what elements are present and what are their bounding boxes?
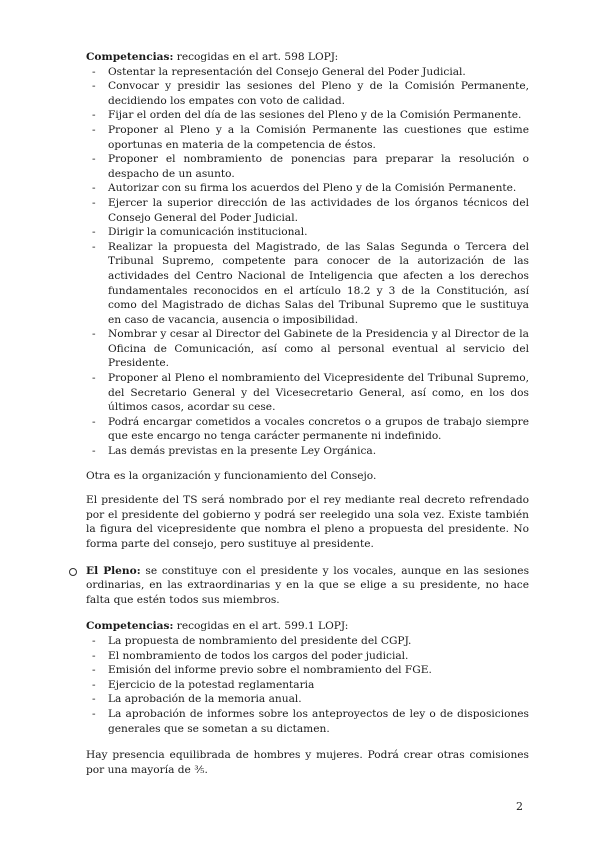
list-item: - El nombramiento de todos los cargos del poder judicial. [86,649,529,664]
pleno-competencias-list [86,634,529,736]
list-item: - Proponer el nombramiento de ponencias para preparar la resolución o despacho de un asunto. [86,152,529,181]
list-item: - Proponer al Pleno el nombramiento del Vicepresidente del Tribunal Supremo, del Secretario General y del Vicesecretario General, así como, en los dos últimos casos, acordar su cese. [86,371,529,415]
competencias-heading-pleno [86,619,529,634]
list-item: - Convocar y presidir las sesiones del Pleno y de la Comisión Permanente, decidiendo los empates con voto de calidad. [86,79,529,108]
list-item: - Ejercer la superior dirección de las actividades de los órganos técnicos del Consejo General del Poder Judicial. [86,196,529,225]
list-item: - Emisión del informe previo sobre el nombramiento del FGE. [86,663,529,678]
list-item: - Autorizar con su firma los acuerdos del Pleno y de la Comisión Permanente. [86,181,529,196]
paragraph-presidente: El presidente del TS será nombrado por el rey mediante real decreto refrendado por el presidente del gobierno y podrá ser reelegido una sola vez. Existe también la figura del vicepresidente que nombra el pleno a propuesta del presidente. No forma parte del consejo, pero sustituye al presidente. [86,494,529,550]
paragraph-organizacion: Otra es la organización y funcionamiento del Consejo. [86,469,377,482]
list-item: - Nombrar y cesar al Director del Gabinete de la Presidencia y al Director de la Oficina de Comunicación, así como al personal eventual al servicio del Presidente. [86,327,529,371]
page-content [86,50,529,777]
list-item: - La aprobación de informes sobre los anteproyectos de ley o de disposiciones generales que se sometan a su dictamen. [86,707,529,736]
pleno-paragraph [86,564,529,608]
heading-rest: recogidas en el art. 598 LOPJ: [173,51,339,63]
page-number: 2 [516,800,523,813]
competencias-heading-presidente [86,50,529,65]
list-item: - Ostentar la representación del Consejo General del Poder Judicial. [86,65,529,80]
list-item: - Proponer al Pleno y a la Comisión Permanente las cuestiones que estime oportunas en materia de la competencia de éstos. [86,123,529,152]
list-item: - La propuesta de nombramiento del presidente del CGPJ. [86,634,529,649]
heading-rest: recogidas en el art. 599.1 LOPJ: [173,620,349,633]
heading-bold: Competencias: [86,620,174,633]
list-item: - Realizar la propuesta del Magistrado, de las Salas Segunda o Tercera del Tribunal Supremo, competente para conocer de la autorización de las actividades del Centro Nacional de Inteligencia que afecten a los derechos fundamentales reconocidos en el artículo 18.2 y 3 de la Constitución, así como del Magistrado de dichas Salas del Tribunal Supremo que le sustituya en caso de vacancia, ausencia o imposibilidad. [86,240,529,328]
pleno-bullet [86,564,529,608]
pleno-title: El Pleno: [86,564,141,577]
heading-bold: Competencias: [86,51,174,63]
list-item: - Las demás previstas en la presente Ley Orgánica. [86,444,529,459]
list-item: - Ejercicio de la potestad reglamentaria [86,678,529,693]
list-item: - La aprobación de la memoria anual. [86,692,529,707]
pleno-text: se constituye con el presidente y los vocales, aunque en las sesiones ordinarias, en las extraordinarias y en la que se elige a su presidente, no hace falta que estén todos sus miembros. [86,564,530,606]
circle-bullet-icon [69,568,77,576]
list-item: - Dirigir la comunicación institucional. [86,225,529,240]
presidente-competencias-list [86,65,529,459]
list-item: - Fijar el orden del día de las sesiones del Pleno y de la Comisión Permanente. [86,108,529,123]
paragraph-final: Hay presencia equilibrada de hombres y mujeres. Podrá crear otras comisiones por una mayoría de ⅗. [86,749,529,776]
list-item: - Podrá encargar cometidos a vocales concretos o a grupos de trabajo siempre que este encargo no tenga carácter permanente ni indefinido. [86,415,529,444]
